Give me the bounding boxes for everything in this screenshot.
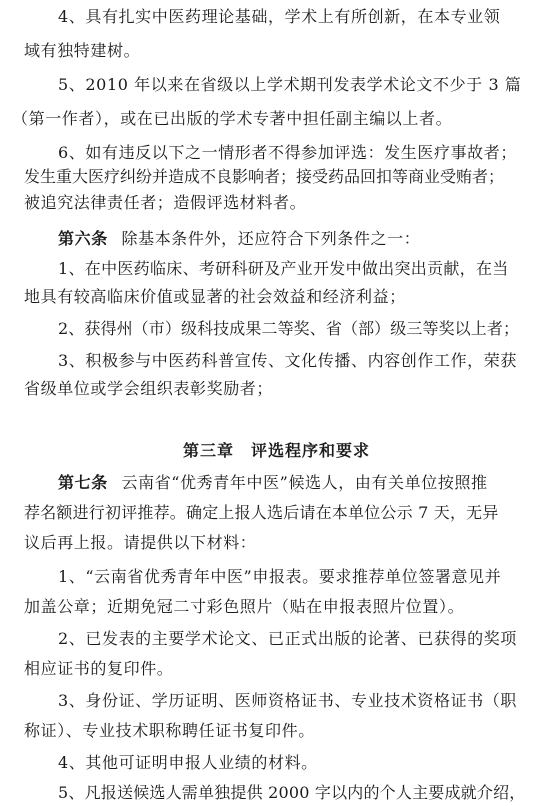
article5-item4-line2: 域有独特建树。 bbox=[24, 41, 141, 60]
article5-item6-line1: 6、如有违反以下之一情形者不得参加评选：发生医疗事故者； bbox=[58, 143, 517, 162]
article5-item6-line3: 被追究法律责任者；造假评选材料者。 bbox=[24, 193, 307, 212]
article6-item3-line1: 3、积极参与中医药科普宣传、文化传播、内容创作工作，荣获 bbox=[58, 351, 517, 370]
article7-item1-line1: 1、“云南省优秀青年中医”申报表。要求推荐单位签署意见并 bbox=[58, 567, 502, 586]
article6-item1-line2: 地具有较高临床价值或显著的社会效益和经济利益； bbox=[24, 287, 406, 306]
article7-heading bbox=[58, 472, 553, 494]
article7-item2-line2: 相应证书的复印件。 bbox=[24, 659, 174, 678]
article6-item2-line1: 2、获得州（市）级科技成果二等奖、省（部）级三等奖以上者； bbox=[58, 319, 520, 338]
chapter3-heading: 第三章 评选程序和要求 bbox=[182, 441, 370, 460]
article7-line3: 议后再上报。请提供以下材料： bbox=[24, 533, 257, 552]
article6-label: 第六条 bbox=[58, 229, 108, 248]
article7-item1-line2: 加盖公章；近期免冠二寸彩色照片（贴在申报表照片位置）。 bbox=[24, 597, 465, 616]
article6-heading bbox=[58, 228, 553, 250]
article6-item1-line1: 1、在中医药临床、考研科研及产业开发中做出突出贡献，在当 bbox=[58, 259, 509, 278]
article6-intro: 除基本条件外，还应符合下列条件之一： bbox=[121, 229, 421, 248]
article6-item3-line2: 省级单位或学会组织表彰奖励者； bbox=[24, 379, 274, 398]
article5-item6-line2: 发生重大医疗纠纷并造成不良影响者；接受药品回扣等商业受贿者； bbox=[24, 167, 505, 186]
article7-line1: 云南省“优秀青年中医”候选人，由有关单位按照推 bbox=[121, 473, 488, 492]
article5-item4-line1: 4、具有扎实中医药理论基础，学术上有所创新，在本专业领 bbox=[58, 7, 501, 26]
article5-item5-line2: （第一作者），或在已出版的学术专著中担任副主编以上者。 bbox=[12, 109, 453, 128]
article7-label: 第七条 bbox=[58, 473, 108, 492]
article7-item5-line1: 5、凡报送候选人需单独提供 2000 字以内的个人主要成就介绍， bbox=[58, 783, 526, 802]
article7-item2-line1: 2、已发表的主要学术论文、已正式出版的论著、已获得的奖项 bbox=[58, 629, 517, 648]
article7-item3-line1: 3、身份证、学历证明、医师资格证书、专业技术资格证书（职 bbox=[58, 691, 517, 710]
article7-line2: 荐名额进行初评推荐。确定上报人选后请在本单位公示 7 天，无异 bbox=[24, 503, 499, 522]
article7-item4-line1: 4、其他可证明申报人业绩的材料。 bbox=[58, 753, 318, 772]
article7-item3-line2: 称证）、专业技术职称聘任证书复印件。 bbox=[24, 721, 315, 740]
article5-item5-line1: 5、2010 年以来在省级以上学术期刊发表学术论文不少于 3 篇 bbox=[58, 75, 522, 94]
